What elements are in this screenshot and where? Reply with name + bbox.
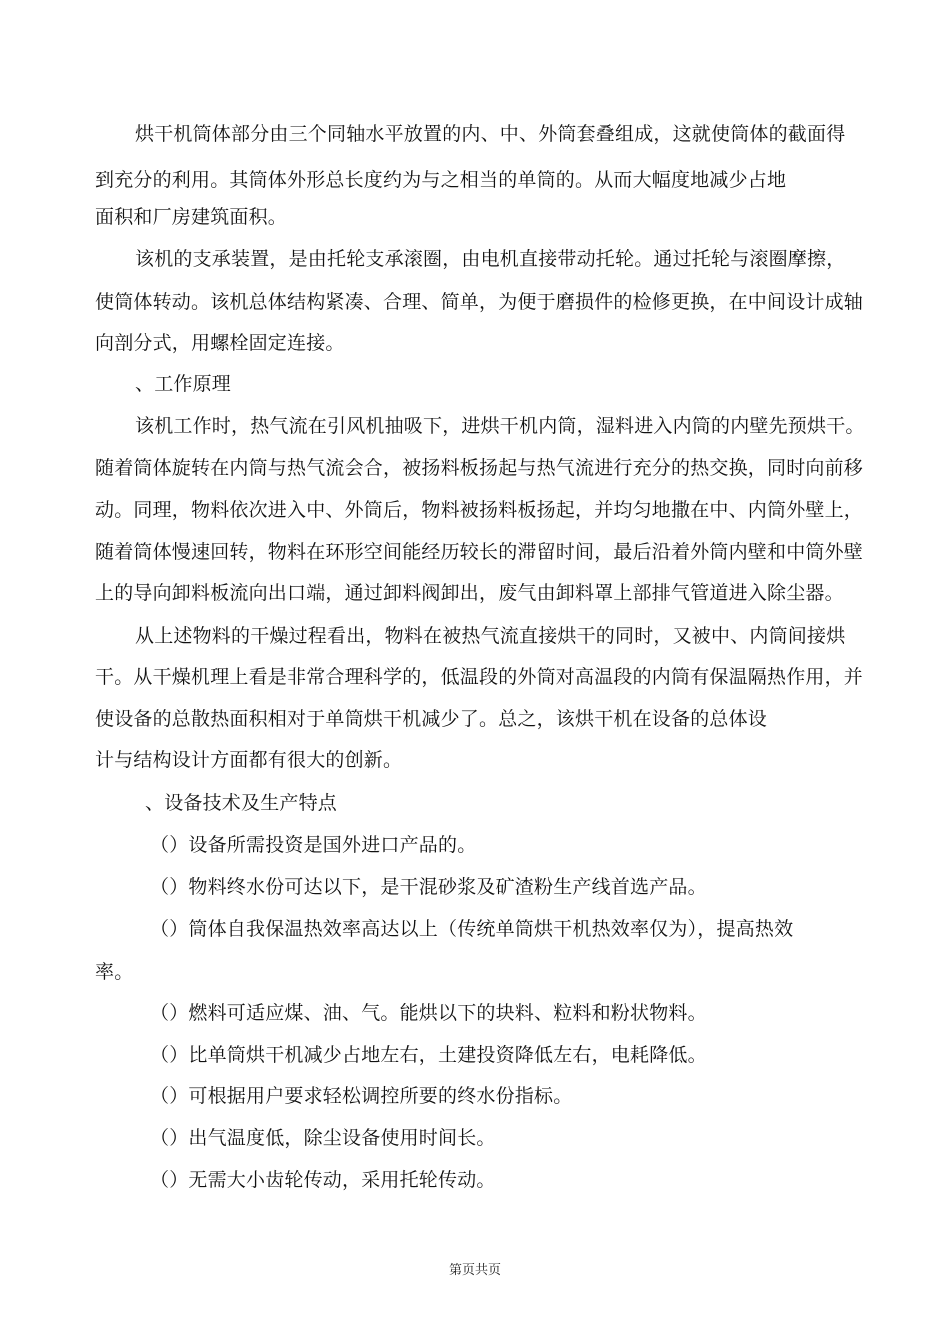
line-8: 该机工作时，热气流在引风机抽吸下，进烘干机内筒，湿料进入内筒的内壁先预烘干。: [135, 415, 865, 437]
section-heading-features: 、设备技术及生产特点: [145, 792, 338, 814]
line-11: 随着筒体慢速回转，物料在环形空间能经历较长的滞留时间，最后沿着外筒内壁和中筒外壁: [95, 541, 864, 563]
line-13: 从上述物料的干燥过程看出，物料在被热气流直接烘干的同时，又被中、内筒间接烘: [135, 625, 846, 647]
line-4: 该机的支承装置，是由托轮支承滚圈，由电机直接带动托轮。通过托轮与滚圈摩擦，: [135, 248, 846, 270]
feature-item-8: （）无需大小齿轮传动，采用托轮传动。: [150, 1169, 496, 1191]
feature-item-3: （）筒体自我保温热效率高达以上（传统单筒烘干机热效率仅为），提高热效: [150, 918, 794, 940]
feature-item-5: （）比单筒烘干机减少占地左右，土建投资降低左右，电耗降低。: [150, 1044, 707, 1066]
line-16: 计与结构设计方面都有很大的创新。: [95, 749, 403, 771]
line-10: 动。同理，物料依次进入中、外筒后，物料被扬料板扬起，并均匀地撒在中、内筒外壁上，: [95, 499, 864, 521]
feature-item-1: （）设备所需投资是国外进口产品的。: [150, 834, 477, 856]
page-footer: 第页共页: [448, 1263, 501, 1278]
line-9: 随着筒体旋转在内筒与热气流会合，被扬料板扬起与热气流进行充分的热交换，同时向前移: [95, 457, 864, 479]
line-1: 烘干机筒体部分由三个同轴水平放置的内、中、外筒套叠组成，这就使筒体的截面得: [135, 123, 846, 145]
section-heading-working-principle: 、工作原理: [135, 373, 232, 395]
line-14: 干。从干燥机理上看是非常合理科学的，低温段的外筒对高温段的内筒有保温隔热作用，并: [95, 666, 864, 688]
line-5: 使筒体转动。该机总体结构紧凑、合理、简单，为便于磨损件的检修更换，在中间设计成轴: [95, 291, 864, 313]
feature-item-7: （）出气温度低，除尘设备使用时间长。: [150, 1127, 496, 1149]
feature-item-3-continued: 率。: [95, 961, 134, 983]
feature-item-2: （）物料终水份可达以下，是干混砂浆及矿渣粉生产线首选产品。: [150, 876, 707, 898]
line-3: 面积和厂房建筑面积。: [95, 206, 288, 228]
line-12: 上的导向卸料板流向出口端，通过卸料阀卸出，废气由卸料罩上部排气管道进入除尘器。: [95, 582, 844, 604]
line-6: 向剖分式，用螺栓固定连接。: [95, 332, 345, 354]
feature-item-6: （）可根据用户要求轻松调控所要的终水份指标。: [150, 1085, 573, 1107]
feature-item-4: （）燃料可适应煤、油、气。能烘以下的块料、粒料和粉状物料。: [150, 1002, 707, 1024]
line-15: 使设备的总散热面积相对于单筒烘干机减少了。总之，该烘干机在设备的总体设: [95, 708, 768, 730]
line-2: 到充分的利用。其筒体外形总长度约为与之相当的单筒的。从而大幅度地减少占地: [95, 169, 787, 191]
